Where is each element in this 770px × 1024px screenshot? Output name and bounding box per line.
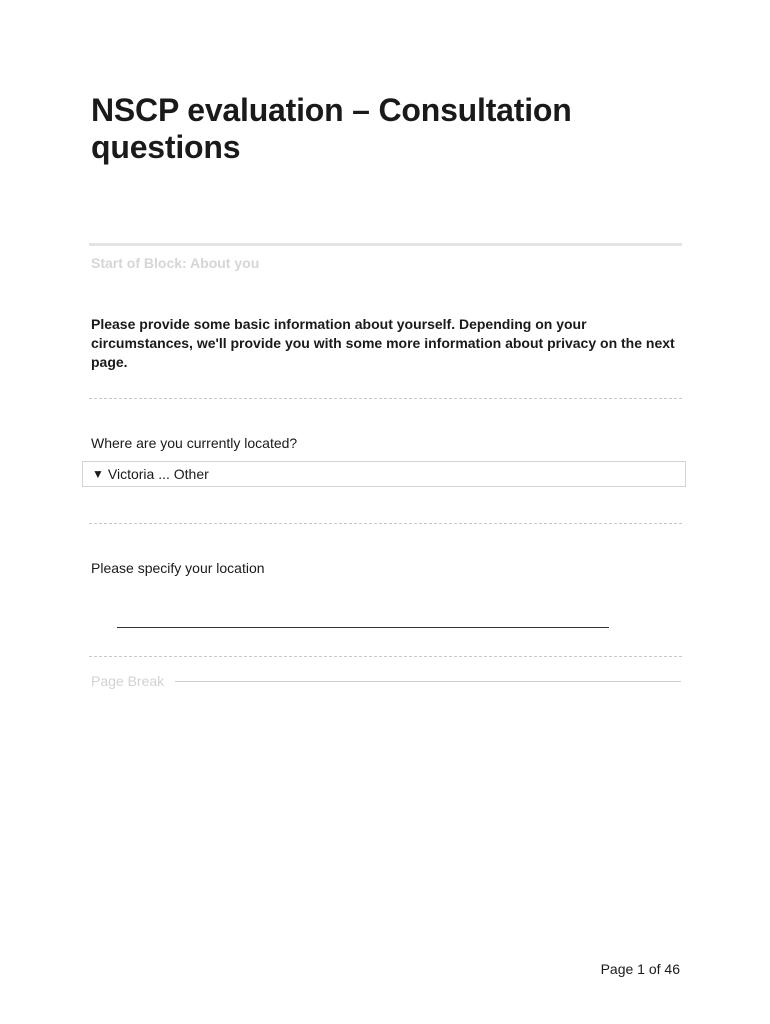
question-location-label: Where are you currently located?: [91, 435, 298, 451]
location-dropdown[interactable]: [82, 461, 686, 487]
question-separator: [89, 398, 682, 399]
page-break: [91, 673, 681, 689]
intro-text: Please provide some basic information about yourself. Depending on your circumstances, we'll provide you with some more information about privacy on the next page.: [91, 316, 675, 370]
dropdown-options-text: Victoria ... Other: [107, 466, 209, 482]
question-separator: [89, 656, 682, 657]
specify-location-input[interactable]: [117, 627, 609, 628]
question-separator: [89, 523, 682, 524]
page-number: Page 1 of 46: [600, 961, 680, 977]
block-start-label: Start of Block: About you: [91, 255, 260, 271]
dropdown-arrow-icon: ▼: [92, 467, 104, 481]
page-break-label: Page Break: [91, 673, 165, 689]
page-break-rule: [175, 681, 681, 682]
question-specify-location-label: Please specify your location: [91, 560, 265, 576]
document-title: NSCP evaluation – Consultation questions: [91, 92, 572, 165]
block-divider: [89, 243, 682, 246]
